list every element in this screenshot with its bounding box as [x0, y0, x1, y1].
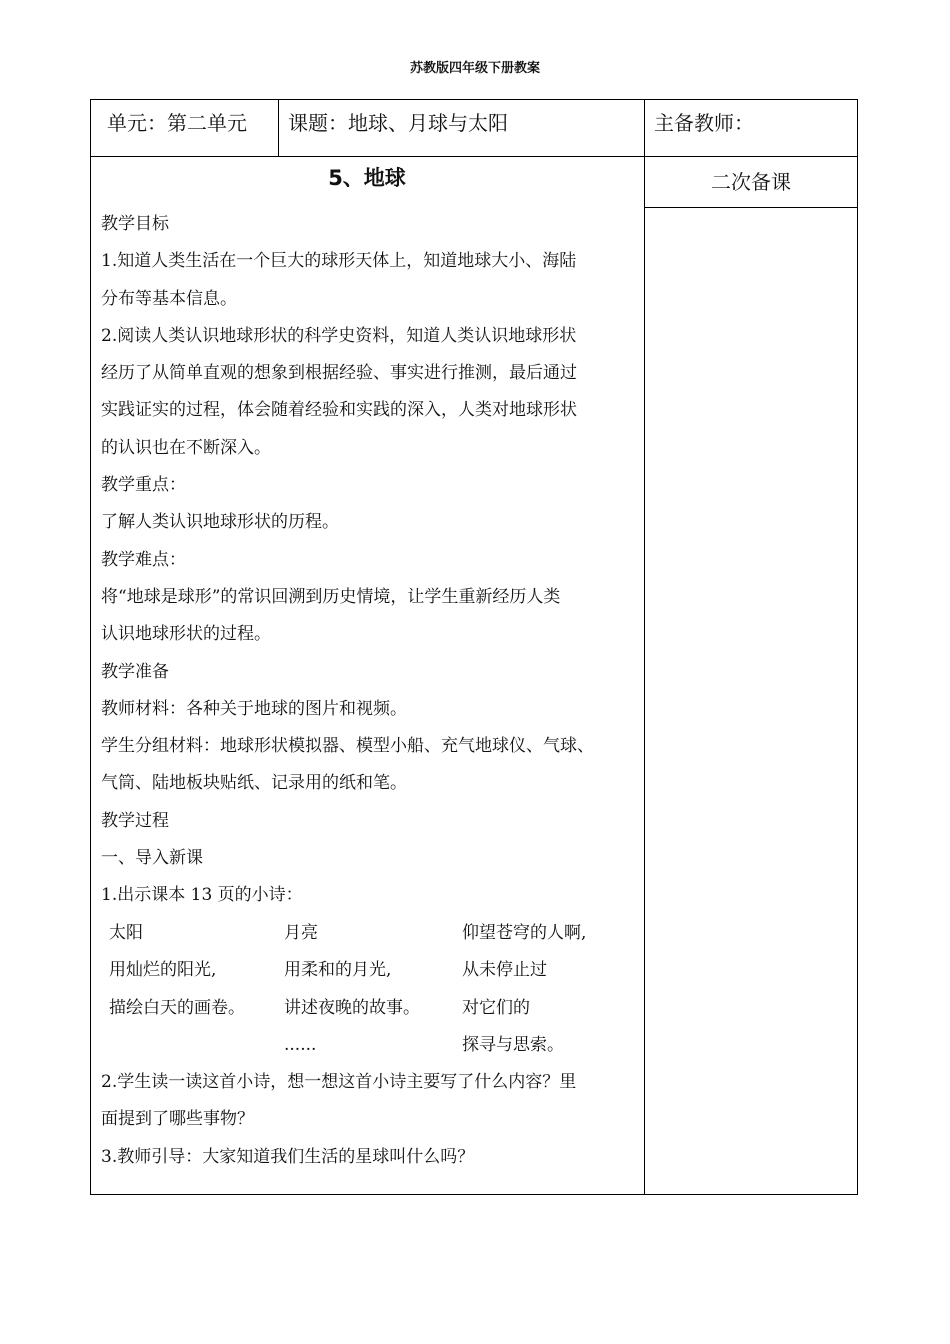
poem-line: 从未停止过: [462, 960, 547, 981]
poem-line: 讲述夜晚的故事。: [284, 997, 420, 1018]
second-prep-heading: 二次备课: [711, 170, 791, 194]
poem-column-sun: [109, 915, 245, 1027]
poem-line: 探寻与思索。: [462, 1034, 564, 1055]
divider-unit-topic: [278, 99, 279, 156]
poem-line: 仰望苍穹的人啊,: [462, 923, 587, 943]
text-line: 气筒、陆地板块贴纸、记录用的纸和笔。: [101, 773, 407, 794]
text-line: 2.学生读一读这首小诗，想一想这首小诗主要写了什么内容？里: [101, 1072, 577, 1092]
divider-header-row: [90, 156, 858, 157]
text-line: 教学难点：: [101, 549, 186, 570]
poem-line: ......: [284, 1034, 317, 1055]
text-line: 教学过程: [101, 810, 169, 831]
poem-line: 月亮: [284, 923, 318, 943]
lesson-title: 5、地球: [328, 166, 406, 190]
text-line: 1.出示课本 13 页的小诗：: [101, 885, 303, 906]
text-line: 教学准备: [101, 661, 169, 682]
text-line: 认识地球形状的过程。: [101, 624, 271, 645]
text-line: 2.阅读人类认识地球形状的科学史资料，知道人类认识地球形状: [101, 325, 577, 346]
text-line: 面提到了哪些事物？: [101, 1109, 254, 1130]
text-line: 了解人类认识地球形状的历程。: [101, 512, 339, 533]
poem-line: 用柔和的月光,: [284, 960, 392, 981]
divider-main-side: [644, 99, 645, 1195]
text-line: 分布等基本信息。: [101, 288, 237, 309]
poem-line: 太阳: [109, 923, 143, 943]
text-line: 经历了从简单直观的想象到根据经验、事实进行推测，最后通过: [101, 363, 577, 384]
unit-cell: 单元：第二单元: [107, 111, 247, 135]
topic-cell: 课题：地球、月球与太阳: [288, 111, 508, 135]
poem-column-people: [462, 915, 586, 1064]
text-line: 3.教师引导：大家知道我们生活的星球叫什么吗？: [101, 1146, 475, 1167]
text-line: 教学目标: [101, 214, 169, 234]
lesson-body-continued: [101, 1064, 641, 1176]
poem-line: 对它们的: [462, 997, 530, 1018]
text-line: 的认识也在不断深入。: [101, 437, 271, 458]
text-line: 学生分组材料：地球形状模拟器、模型小船、充气地球仪、气球、: [101, 736, 594, 757]
text-line: 教学重点：: [101, 475, 186, 496]
poem-column-moon: [284, 915, 420, 1064]
poem-line: 描绘白天的画卷。: [109, 997, 245, 1018]
text-line: 将“地球是球形”的常识回溯到历史情境，让学生重新经历人类: [101, 586, 561, 607]
lesson-body: [101, 206, 641, 915]
teacher-cell: 主备教师：: [654, 111, 754, 135]
text-line: 实践证实的过程，体会随着经验和实践的深入，人类对地球形状: [101, 400, 577, 421]
text-line: 一、导入新课: [101, 848, 203, 869]
text-line: 1.知道人类生活在一个巨大的球形天体上，知道地球大小、海陆: [101, 251, 577, 272]
page-header: 苏教版四年级下册教案: [409, 61, 540, 76]
text-line: 教师材料：各种关于地球的图片和视频。: [101, 698, 407, 719]
divider-side-title: [644, 207, 858, 208]
poem-line: 用灿烂的阳光,: [109, 960, 217, 981]
